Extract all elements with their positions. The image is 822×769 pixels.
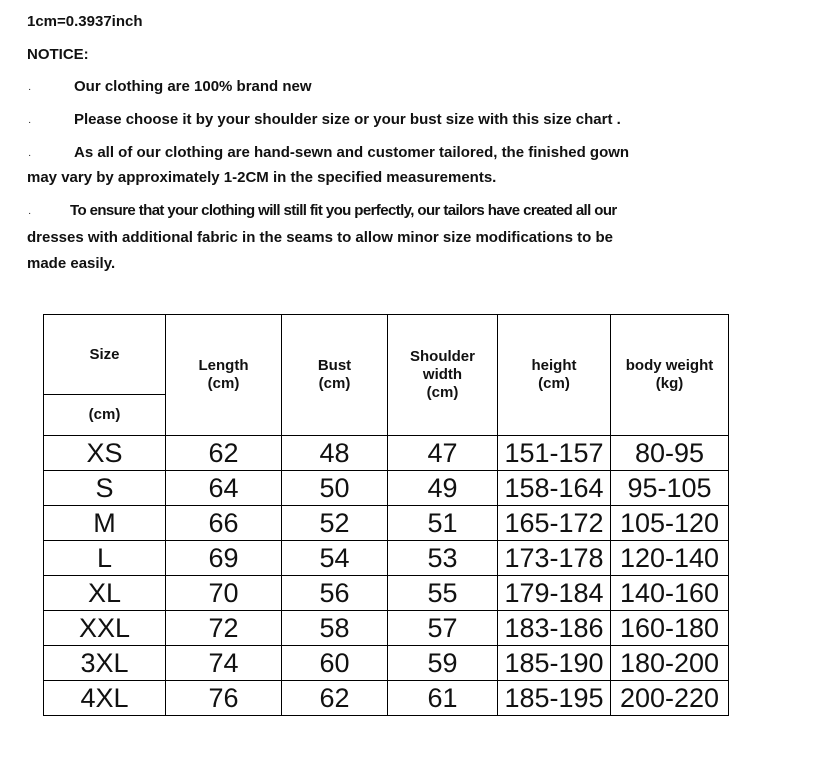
table-row [44, 646, 729, 681]
table-cell: 200-220 [611, 681, 729, 716]
table-cell: 59 [388, 646, 498, 681]
table-cell: 74 [166, 646, 282, 681]
table-cell: 179-184 [498, 576, 611, 611]
table-cell: 66 [166, 506, 282, 541]
table-cell: 47 [388, 436, 498, 471]
table-cell: 64 [166, 471, 282, 506]
table-cell: 120-140 [611, 541, 729, 576]
table-cell: 54 [282, 541, 388, 576]
table-cell: 60 [282, 646, 388, 681]
notice-3-cont: may vary by approximately 1-2CM in the specified measurements. [27, 169, 497, 186]
table-cell: 183-186 [498, 611, 611, 646]
table-cell: 61 [388, 681, 498, 716]
header-size-unit: (cm) [44, 395, 166, 436]
table-cell: 3XL [44, 646, 166, 681]
table-cell: 105-120 [611, 506, 729, 541]
bullet: · [28, 150, 32, 161]
table-cell: 173-178 [498, 541, 611, 576]
table-cell: 56 [282, 576, 388, 611]
table-cell: 140-160 [611, 576, 729, 611]
table-cell: 49 [388, 471, 498, 506]
header-length: Length (cm) [166, 315, 282, 436]
header-bust: Bust (cm) [282, 315, 388, 436]
table-cell: 76 [166, 681, 282, 716]
table-cell: 53 [388, 541, 498, 576]
table-cell: 70 [166, 576, 282, 611]
table-cell: 80-95 [611, 436, 729, 471]
table-cell: 160-180 [611, 611, 729, 646]
conversion-note: 1cm=0.3937inch [27, 13, 143, 30]
table-cell: 50 [282, 471, 388, 506]
table-cell: XXL [44, 611, 166, 646]
bullet: · [28, 84, 32, 95]
size-chart-table [43, 314, 729, 716]
table-row [44, 436, 729, 471]
notice-4-cont2: made easily. [27, 255, 116, 272]
notice-title: NOTICE: [27, 46, 89, 63]
header-weight: body weight (kg) [611, 315, 729, 436]
table-cell: 51 [388, 506, 498, 541]
bullet: · [28, 117, 32, 128]
table-cell: 62 [282, 681, 388, 716]
table-cell: S [44, 471, 166, 506]
table-cell: 57 [388, 611, 498, 646]
table-cell: 52 [282, 506, 388, 541]
notice-4: To ensure that your clothing will still fit you perfectly, our tailors have created all our [70, 202, 617, 219]
table-cell: 151-157 [498, 436, 611, 471]
table-cell: 158-164 [498, 471, 611, 506]
bullet: · [28, 208, 32, 219]
table-cell: 62 [166, 436, 282, 471]
table-row [44, 681, 729, 716]
table-row [44, 611, 729, 646]
table-cell: 58 [282, 611, 388, 646]
header-shoulder: Shoulder width (cm) [388, 315, 498, 436]
notice-4-cont: dresses with additional fabric in the seams to allow minor size modifications to be [27, 229, 613, 246]
table-cell: 165-172 [498, 506, 611, 541]
header-size: Size [44, 315, 166, 395]
table-cell: 180-200 [611, 646, 729, 681]
table-cell: XL [44, 576, 166, 611]
table-cell: L [44, 541, 166, 576]
table-cell: 55 [388, 576, 498, 611]
table-row [44, 471, 729, 506]
table-cell: M [44, 506, 166, 541]
table-cell: 95-105 [611, 471, 729, 506]
table-cell: 185-190 [498, 646, 611, 681]
notice-1: Our clothing are 100% brand new [74, 78, 312, 95]
table-row [44, 541, 729, 576]
table-cell: 72 [166, 611, 282, 646]
table-cell: 69 [166, 541, 282, 576]
notice-3: As all of our clothing are hand-sewn and customer tailored, the finished gown [74, 144, 630, 161]
table-cell: 4XL [44, 681, 166, 716]
table-cell: XS [44, 436, 166, 471]
header-height: height (cm) [498, 315, 611, 436]
table-cell: 48 [282, 436, 388, 471]
table-cell: 185-195 [498, 681, 611, 716]
table-row [44, 506, 729, 541]
notice-2: Please choose it by your shoulder size or your bust size with this size chart . [74, 111, 621, 128]
table-row [44, 576, 729, 611]
